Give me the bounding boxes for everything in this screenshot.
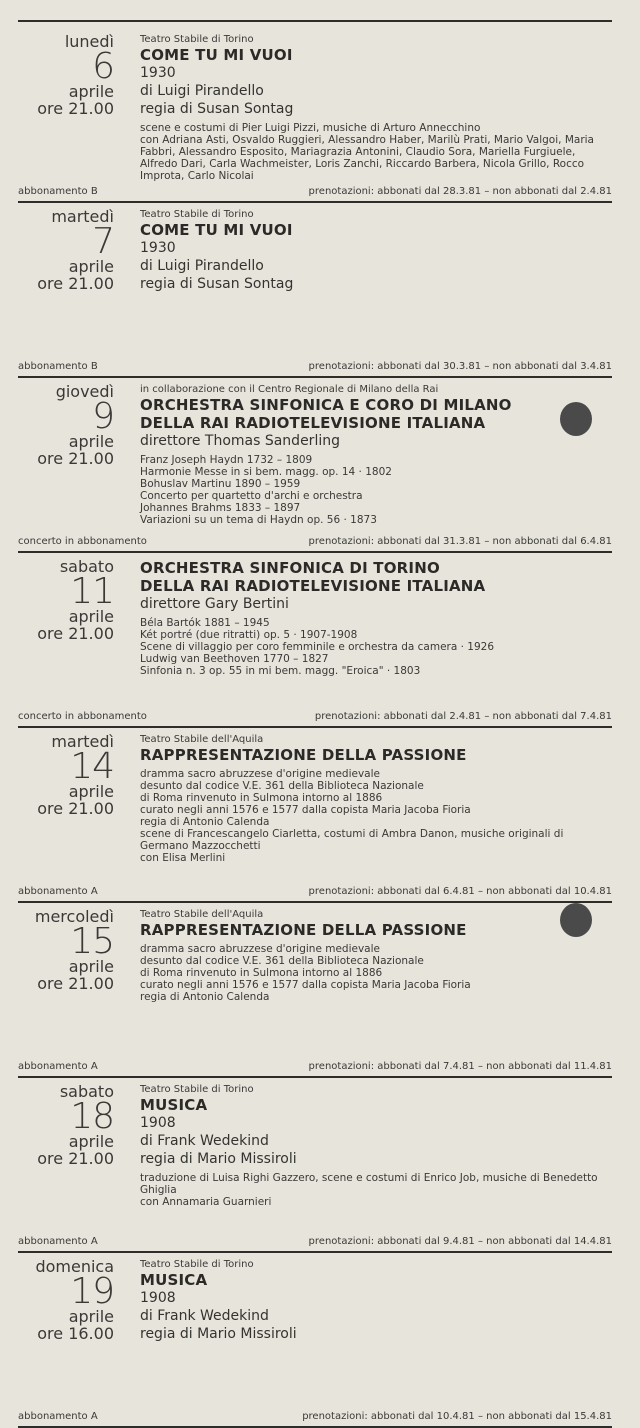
event-credit-line: Bohuslav Martinu 1890 – 1959: [140, 478, 301, 490]
event-credit-line: curato negli anni 1576 e 1577 dalla copista Maria Jacoba Fioria: [140, 804, 471, 816]
event-footer: [18, 1411, 612, 1423]
event-organizer: in collaborazione con il Centro Regionale di Milano della Rai: [140, 384, 439, 395]
event-date: [18, 209, 114, 293]
event-day-number: 11: [70, 571, 114, 612]
reservations-label: prenotazioni: abbonati dal 2.4.81 – non abbonati dal 7.4.81: [314, 711, 612, 722]
event-day-number: 7: [92, 221, 114, 262]
event-day-number: 6: [92, 46, 114, 87]
subscription-label: concerto in abbonamento: [18, 536, 147, 547]
reservations-label: prenotazioni: abbonati dal 30.3.81 – non abbonati dal 3.4.81: [308, 361, 612, 372]
event-credit-line: Ludwig van Beethoven 1770 – 1827: [140, 653, 329, 665]
event-time: ore 21.00: [37, 624, 114, 643]
event-credit-line: regia di Antonio Calenda: [140, 991, 270, 1003]
event-time: ore 21.00: [37, 1149, 114, 1168]
subscription-label: abbonamento A: [18, 1411, 98, 1422]
subscription-label: concerto in abbonamento: [18, 711, 147, 722]
event-credit-line: con Adriana Asti, Osvaldo Ruggieri, Alessandro Haber, Marilù Prati, Mario Valgoi, Maria Fabbri, Alessandro Esposito, Mariagrazia Antonini, Claudio Sora, Mariella Furgiuele, Alfredo Dari, Carla Wachmeister, Loris Zanchi, Riccardo Barbera, Nicola Grillo, Rocco Improta, Carlo Nicolai: [140, 134, 594, 182]
event-details: [140, 1259, 612, 1409]
event-entry: [18, 728, 612, 903]
event-weekday: sabato: [59, 557, 114, 576]
event-credit-line: dramma sacro abruzzese d'origine medievale: [140, 768, 380, 780]
program-page: [18, 20, 612, 1428]
event-entry: [18, 1253, 612, 1428]
event-credit-line: curato negli anni 1576 e 1577 dalla copista Maria Jacoba Fioria: [140, 979, 471, 991]
punch-hole-top: [560, 402, 592, 436]
event-credit-line: Franz Joseph Haydn 1732 – 1809: [140, 454, 313, 466]
event-entry: [18, 378, 612, 553]
event-credit-line: Béla Bartók 1881 – 1945: [140, 617, 270, 629]
event-date: [18, 34, 114, 118]
event-info-line: 1908: [140, 1115, 176, 1131]
event-date: [18, 1084, 114, 1168]
event-date: [18, 1259, 114, 1343]
subscription-label: abbonamento A: [18, 886, 98, 897]
event-date: [18, 909, 114, 993]
event-footer: [18, 1061, 612, 1073]
event-details: [140, 1084, 612, 1234]
top-rule: [18, 20, 612, 22]
event-info-line: 1930: [140, 65, 176, 81]
subscription-label: abbonamento B: [18, 186, 98, 197]
event-day-number: 15: [70, 921, 114, 962]
event-footer: [18, 536, 612, 548]
reservations-label: prenotazioni: abbonati dal 10.4.81 – non abbonati dal 15.4.81: [302, 1411, 612, 1422]
subscription-label: abbonamento A: [18, 1236, 98, 1247]
event-weekday: domenica: [35, 1257, 114, 1276]
event-details: [140, 384, 612, 534]
subscription-label: abbonamento B: [18, 361, 98, 372]
event-month: aprile: [68, 607, 114, 626]
event-time: ore 16.00: [37, 1324, 114, 1343]
event-title: COME TU MI VUOI: [140, 221, 293, 239]
event-title: MUSICA: [140, 1096, 208, 1114]
event-credit-line: scene e costumi di Pier Luigi Pizzi, musiche di Arturo Annecchino: [140, 122, 481, 134]
event-credit-line: Variazioni su un tema di Haydn op. 56 · 1873: [140, 514, 377, 526]
event-day-number: 14: [70, 746, 114, 787]
event-weekday: martedì: [51, 732, 114, 751]
event-time: ore 21.00: [37, 99, 114, 118]
event-time: ore 21.00: [37, 449, 114, 468]
event-credit-line: desunto dal codice V.E. 361 della Biblioteca Nazionale: [140, 780, 424, 792]
event-credit-line: Sinfonia n. 3 op. 55 in mi bem. magg. "Eroica" · 1803: [140, 665, 421, 677]
event-footer: [18, 361, 612, 373]
event-footer: [18, 1236, 612, 1248]
event-time: ore 21.00: [37, 974, 114, 993]
event-time: ore 21.00: [37, 274, 114, 293]
reservations-label: prenotazioni: abbonati dal 31.3.81 – non abbonati dal 6.4.81: [308, 536, 612, 547]
event-info-line: di Luigi Pirandello: [140, 258, 264, 274]
event-info-line: direttore Gary Bertini: [140, 596, 289, 612]
event-weekday: giovedì: [55, 382, 114, 401]
event-info-line: regia di Susan Sontag: [140, 101, 294, 117]
event-credit-line: scene di Francescangelo Ciarletta, costumi di Ambra Danon, musiche originali di Germano Mazzocchetti: [140, 828, 564, 852]
event-date: [18, 734, 114, 818]
event-title: MUSICA: [140, 1271, 208, 1289]
event-title: RAPPRESENTAZIONE DELLA PASSIONE: [140, 921, 467, 939]
event-info-line: direttore Thomas Sanderling: [140, 433, 340, 449]
event-credit-line: Johannes Brahms 1833 – 1897: [140, 502, 301, 514]
event-title: COME TU MI VUOI: [140, 46, 293, 64]
event-weekday: sabato: [59, 1082, 114, 1101]
event-details: [140, 909, 612, 1059]
event-title: RAPPRESENTAZIONE DELLA PASSIONE: [140, 746, 467, 764]
reservations-label: prenotazioni: abbonati dal 6.4.81 – non abbonati dal 10.4.81: [308, 886, 612, 897]
event-credit-line: con Elisa Merlini: [140, 852, 226, 864]
event-weekday: martedì: [51, 207, 114, 226]
event-title: ORCHESTRA SINFONICA DI TORINO: [140, 559, 440, 577]
event-credit-line: Két portré (due ritratti) op. 5 · 1907-1908: [140, 629, 358, 641]
event-entry: [18, 203, 612, 378]
event-organizer: Teatro Stabile dell'Aquila: [140, 909, 264, 920]
event-info-line: di Frank Wedekind: [140, 1133, 269, 1149]
event-credit-line: regia di Antonio Calenda: [140, 816, 270, 828]
event-footer: [18, 186, 612, 198]
event-details: [140, 734, 612, 884]
event-info-line: regia di Susan Sontag: [140, 276, 294, 292]
event-details: [140, 34, 612, 184]
event-credit-line: di Roma rinvenuto in Sulmona intorno al 1886: [140, 967, 383, 979]
event-credit-line: Concerto per quartetto d'archi e orchestra: [140, 490, 363, 502]
event-credit-line: desunto dal codice V.E. 361 della Biblioteca Nazionale: [140, 955, 424, 967]
event-info-line: di Luigi Pirandello: [140, 83, 264, 99]
event-info-line: 1908: [140, 1290, 176, 1306]
event-credit-line: Scene di villaggio per coro femminile e orchestra da camera · 1926: [140, 641, 495, 653]
event-credit-line: di Roma rinvenuto in Sulmona intorno al 1886: [140, 792, 383, 804]
event-title: ORCHESTRA SINFONICA E CORO DI MILANO: [140, 396, 512, 414]
event-details: [140, 559, 612, 709]
event-month: aprile: [68, 82, 114, 101]
event-organizer: Teatro Stabile di Torino: [140, 209, 254, 220]
event-entry: [18, 903, 612, 1078]
event-month: aprile: [68, 1132, 114, 1151]
event-credit-line: traduzione di Luisa Righi Gazzero, scene e costumi di Enrico Job, musiche di Benedetto Ghiglia: [140, 1172, 598, 1196]
event-month: aprile: [68, 1307, 114, 1326]
event-list: [18, 28, 612, 1428]
reservations-label: prenotazioni: abbonati dal 9.4.81 – non abbonati dal 14.4.81: [308, 1236, 612, 1247]
event-info-line: regia di Mario Missiroli: [140, 1151, 297, 1167]
event-month: aprile: [68, 257, 114, 276]
punch-hole-bottom: [560, 903, 592, 937]
event-entry: [18, 1078, 612, 1253]
event-date: [18, 384, 114, 468]
event-credit-line: Harmonie Messe in si bem. magg. op. 14 · 1802: [140, 466, 392, 478]
event-weekday: mercoledì: [34, 907, 114, 926]
event-month: aprile: [68, 957, 114, 976]
event-entry: [18, 553, 612, 728]
event-month: aprile: [68, 782, 114, 801]
event-organizer: Teatro Stabile di Torino: [140, 1259, 254, 1270]
event-month: aprile: [68, 432, 114, 451]
event-info-line: 1930: [140, 240, 176, 256]
event-credit-line: con Annamaria Guarnieri: [140, 1196, 272, 1208]
event-day-number: 9: [92, 396, 114, 437]
event-weekday: lunedì: [64, 32, 114, 51]
event-entry: [18, 28, 612, 203]
event-info-line: di Frank Wedekind: [140, 1308, 269, 1324]
event-credit-line: dramma sacro abruzzese d'origine medievale: [140, 943, 380, 955]
event-title: DELLA RAI RADIOTELEVISIONE ITALIANA: [140, 577, 486, 595]
event-footer: [18, 886, 612, 898]
subscription-label: abbonamento A: [18, 1061, 98, 1072]
event-date: [18, 559, 114, 643]
event-day-number: 19: [70, 1271, 114, 1312]
event-info-line: regia di Mario Missiroli: [140, 1326, 297, 1342]
event-time: ore 21.00: [37, 799, 114, 818]
reservations-label: prenotazioni: abbonati dal 7.4.81 – non abbonati dal 11.4.81: [308, 1061, 612, 1072]
event-organizer: Teatro Stabile di Torino: [140, 1084, 254, 1095]
event-day-number: 18: [70, 1096, 114, 1137]
reservations-label: prenotazioni: abbonati dal 28.3.81 – non abbonati dal 2.4.81: [308, 186, 612, 197]
event-title: DELLA RAI RADIOTELEVISIONE ITALIANA: [140, 414, 486, 432]
event-details: [140, 209, 612, 359]
event-footer: [18, 711, 612, 723]
event-organizer: Teatro Stabile di Torino: [140, 34, 254, 45]
event-organizer: Teatro Stabile dell'Aquila: [140, 734, 264, 745]
